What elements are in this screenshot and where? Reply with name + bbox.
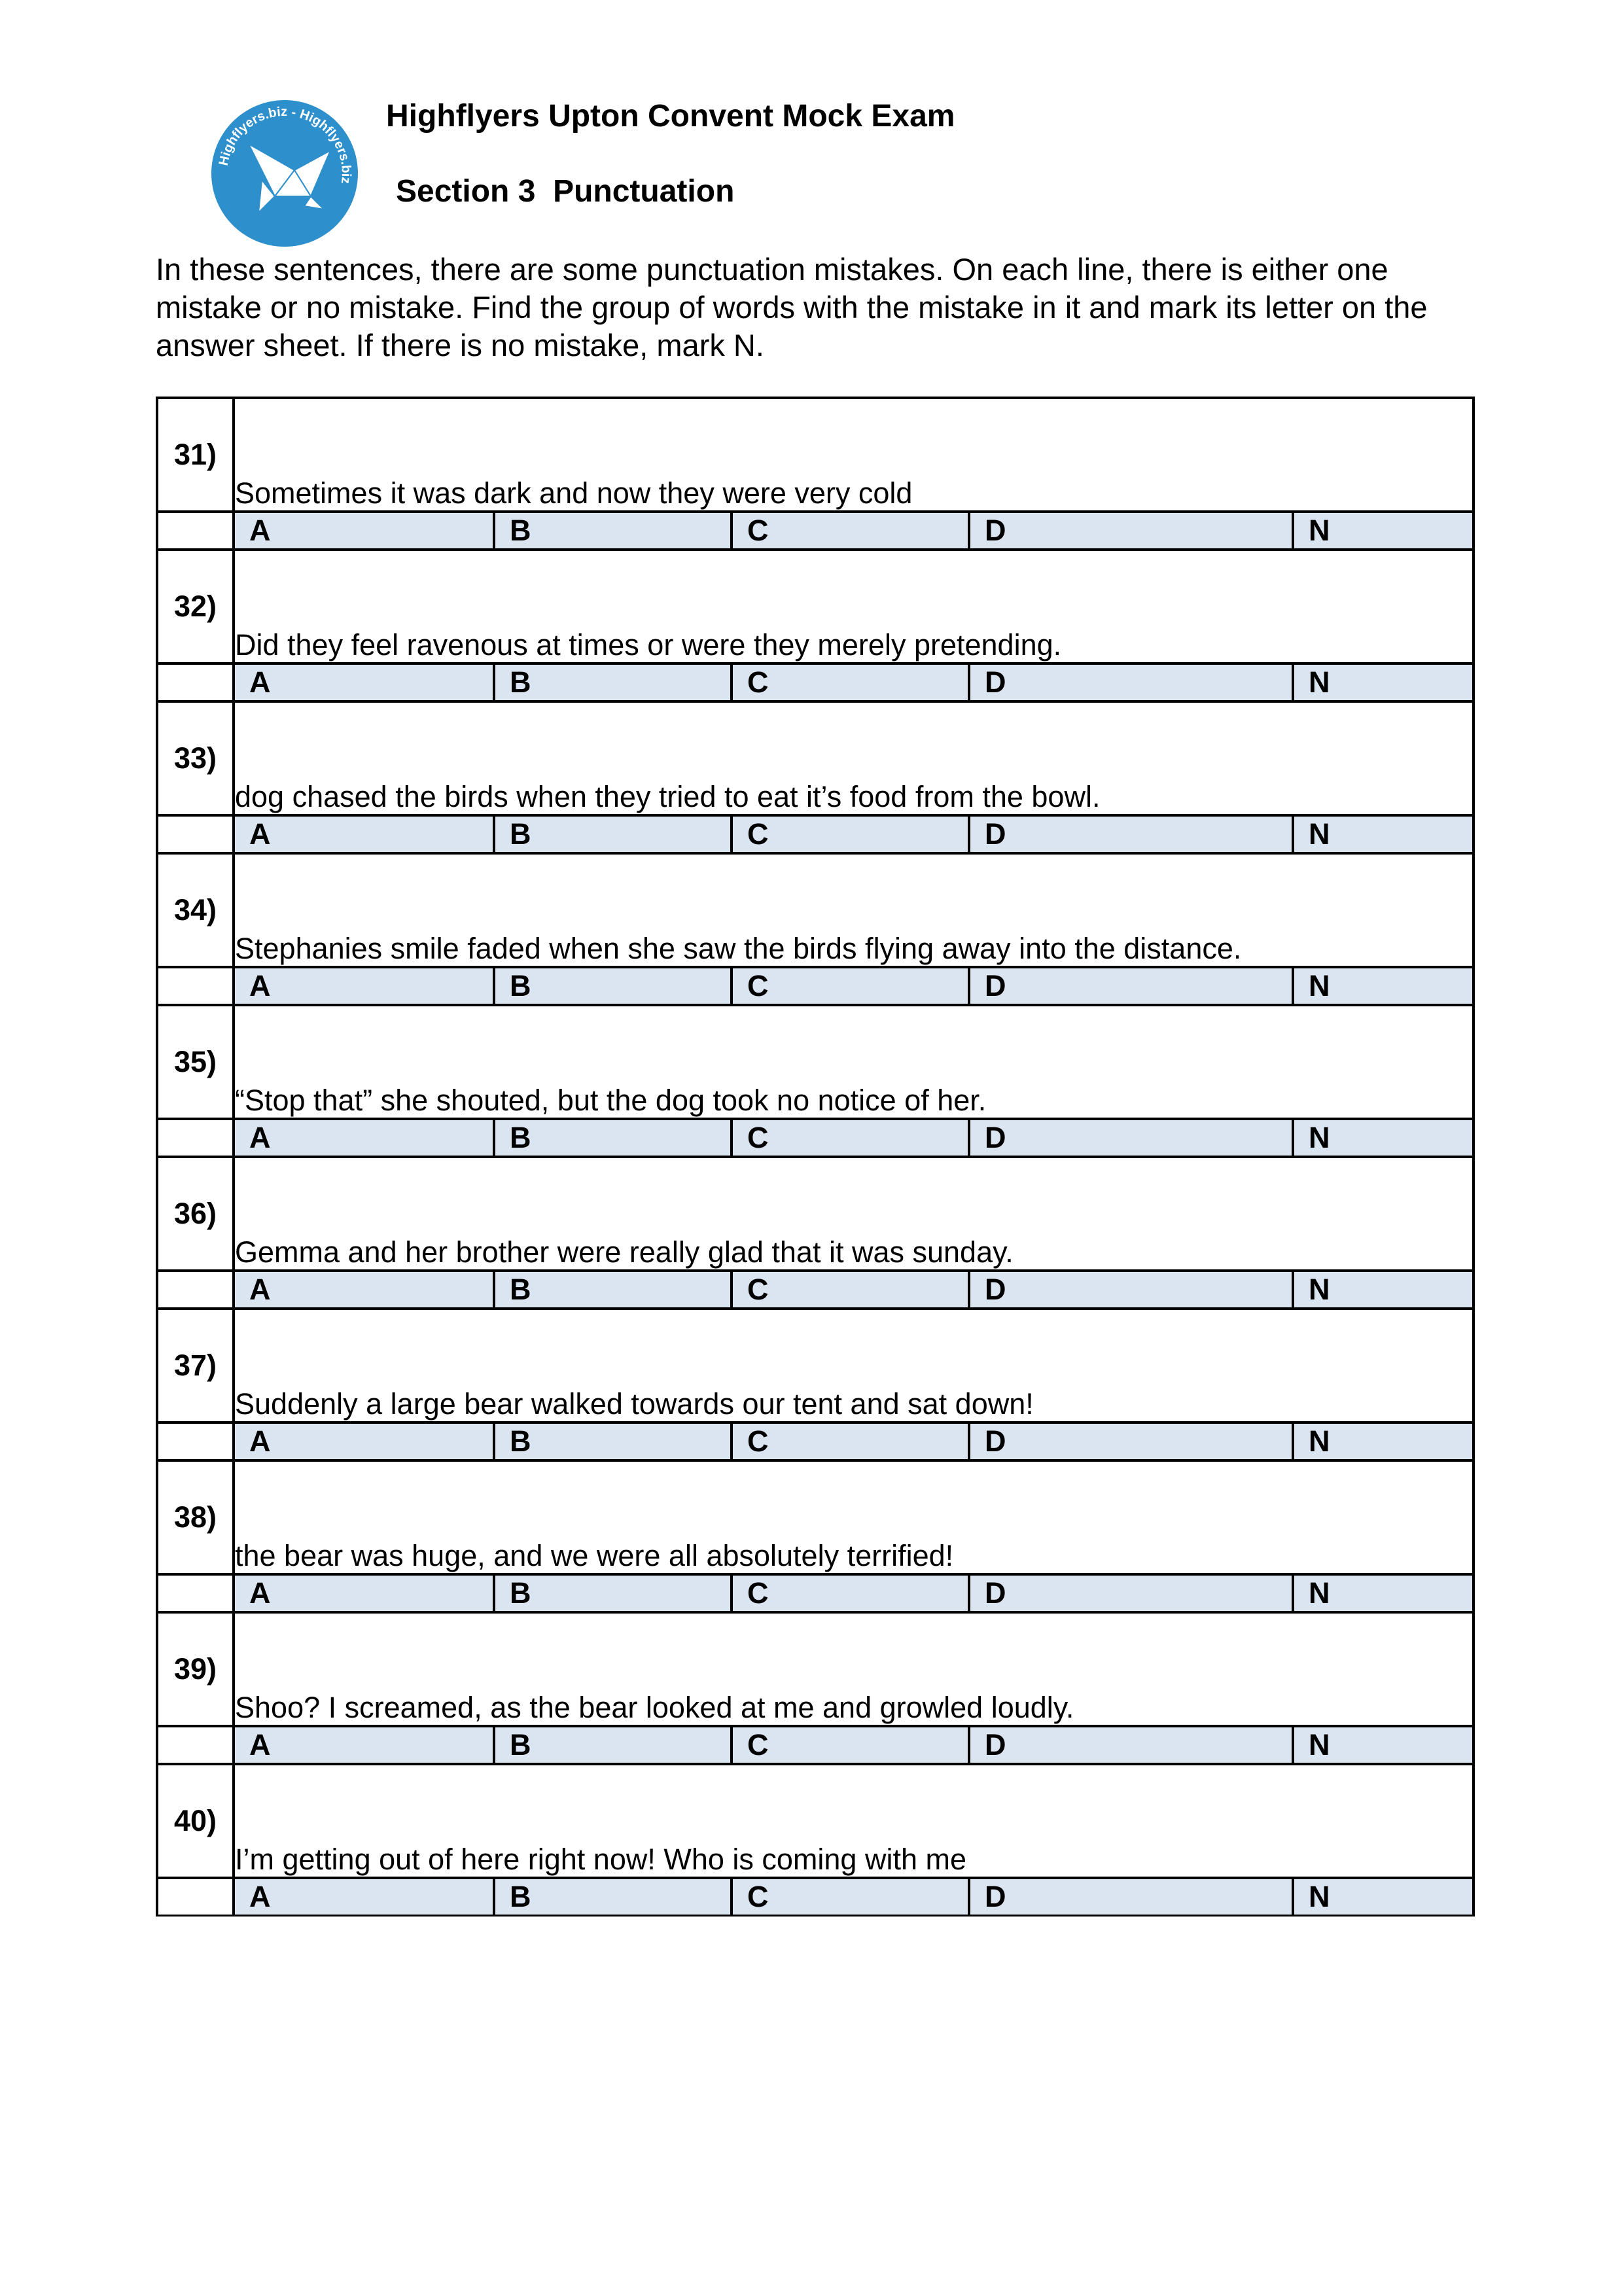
answer-option-d[interactable]: D	[969, 967, 1293, 1005]
question-sentence: “Stop that” she shouted, but the dog took no notice of her.	[234, 1005, 1474, 1119]
question-row	[157, 550, 1474, 663]
answer-option-d[interactable]: D	[969, 1271, 1293, 1309]
question-number: 31)	[157, 398, 234, 512]
answer-option-c[interactable]: C	[732, 1878, 969, 1916]
answer-row-spacer	[157, 815, 234, 853]
question-sentence: Stephanies smile faded when she saw the birds flying away into the distance.	[234, 853, 1474, 967]
question-number: 40)	[157, 1764, 234, 1878]
highflyers-logo	[196, 98, 373, 249]
question-number: 34)	[157, 853, 234, 967]
question-sentence: I’m getting out of here right now! Who is coming with me	[234, 1764, 1474, 1878]
question-row	[157, 853, 1474, 967]
answer-option-a[interactable]: A	[234, 815, 494, 853]
answer-option-a[interactable]: A	[234, 512, 494, 550]
answer-options-row	[157, 967, 1474, 1005]
answer-option-b[interactable]: B	[494, 1422, 732, 1460]
question-row	[157, 1764, 1474, 1878]
answer-option-c[interactable]: C	[732, 815, 969, 853]
answer-option-d[interactable]: D	[969, 1422, 1293, 1460]
question-number: 35)	[157, 1005, 234, 1119]
answer-option-n[interactable]: N	[1293, 1271, 1474, 1309]
answer-option-d[interactable]: D	[969, 1726, 1293, 1764]
question-number: 39)	[157, 1612, 234, 1726]
answer-row-spacer	[157, 512, 234, 550]
answer-option-n[interactable]: N	[1293, 512, 1474, 550]
question-sentence: Sometimes it was dark and now they were very cold	[234, 398, 1474, 512]
question-row	[157, 1157, 1474, 1271]
question-sentence: Suddenly a large bear walked towards our tent and sat down!	[234, 1309, 1474, 1422]
answer-option-c[interactable]: C	[732, 1422, 969, 1460]
answer-option-n[interactable]: N	[1293, 1878, 1474, 1916]
section-heading: Section 3 Punctuation	[396, 174, 735, 209]
answer-options-row	[157, 1878, 1474, 1916]
answer-option-a[interactable]: A	[234, 663, 494, 701]
answer-option-c[interactable]: C	[732, 512, 969, 550]
answer-option-n[interactable]: N	[1293, 1119, 1474, 1157]
answer-option-c[interactable]: C	[732, 663, 969, 701]
answer-row-spacer	[157, 967, 234, 1005]
question-number: 33)	[157, 701, 234, 815]
answer-option-a[interactable]: A	[234, 1726, 494, 1764]
answer-option-a[interactable]: A	[234, 1878, 494, 1916]
answer-option-d[interactable]: D	[969, 1878, 1293, 1916]
answer-option-n[interactable]: N	[1293, 663, 1474, 701]
question-sentence: dog chased the birds when they tried to eat it’s food from the bowl.	[234, 701, 1474, 815]
answer-option-c[interactable]: C	[732, 1574, 969, 1612]
answer-option-b[interactable]: B	[494, 663, 732, 701]
answer-options-row	[157, 663, 1474, 701]
answer-option-b[interactable]: B	[494, 1271, 732, 1309]
question-row	[157, 701, 1474, 815]
question-sentence: the bear was huge, and we were all absolutely terrified!	[234, 1460, 1474, 1574]
answer-options-row	[157, 1422, 1474, 1460]
answer-option-c[interactable]: C	[732, 1119, 969, 1157]
answer-options-row	[157, 1271, 1474, 1309]
answer-option-b[interactable]: B	[494, 967, 732, 1005]
answer-option-b[interactable]: B	[494, 1574, 732, 1612]
answer-option-a[interactable]: A	[234, 967, 494, 1005]
answer-option-n[interactable]: N	[1293, 967, 1474, 1005]
answer-option-n[interactable]: N	[1293, 1726, 1474, 1764]
answer-option-b[interactable]: B	[494, 1119, 732, 1157]
question-number: 38)	[157, 1460, 234, 1574]
page-title: Highflyers Upton Convent Mock Exam	[386, 99, 955, 133]
answer-option-c[interactable]: C	[732, 967, 969, 1005]
answer-option-c[interactable]: C	[732, 1271, 969, 1309]
answer-row-spacer	[157, 663, 234, 701]
question-row	[157, 1309, 1474, 1422]
answer-option-c[interactable]: C	[732, 1726, 969, 1764]
answer-option-n[interactable]: N	[1293, 1574, 1474, 1612]
answer-options-row	[157, 512, 1474, 550]
answer-option-d[interactable]: D	[969, 663, 1293, 701]
answer-option-d[interactable]: D	[969, 815, 1293, 853]
answer-row-spacer	[157, 1574, 234, 1612]
answer-option-a[interactable]: A	[234, 1574, 494, 1612]
answer-option-b[interactable]: B	[494, 1878, 732, 1916]
answer-row-spacer	[157, 1422, 234, 1460]
answer-row-spacer	[157, 1726, 234, 1764]
answer-options-row	[157, 815, 1474, 853]
question-number: 36)	[157, 1157, 234, 1271]
answer-option-n[interactable]: N	[1293, 1422, 1474, 1460]
answer-option-b[interactable]: B	[494, 1726, 732, 1764]
answer-options-row	[157, 1574, 1474, 1612]
answer-option-n[interactable]: N	[1293, 815, 1474, 853]
answer-option-d[interactable]: D	[969, 1119, 1293, 1157]
answer-option-a[interactable]: A	[234, 1422, 494, 1460]
question-row	[157, 1460, 1474, 1574]
answer-row-spacer	[157, 1878, 234, 1916]
question-sentence: Gemma and her brother were really glad that it was sunday.	[234, 1157, 1474, 1271]
instructions: In these sentences, there are some punctuation mistakes. On each line, there is either one mistake or no mistake. Find the group of words with the mistake in it and mark its letter on the answer sheet. If there is no mistake, mark N.	[156, 252, 1428, 362]
question-row	[157, 398, 1474, 512]
question-sentence: Did they feel ravenous at times or were they merely pretending.	[234, 550, 1474, 663]
answer-options-row	[157, 1726, 1474, 1764]
answer-row-spacer	[157, 1271, 234, 1309]
question-row	[157, 1005, 1474, 1119]
question-number: 32)	[157, 550, 234, 663]
questions-table	[156, 397, 1475, 1916]
answer-options-row	[157, 1119, 1474, 1157]
logo-ring-text: Highflyers.biz - Highflyers.biz	[216, 104, 354, 185]
answer-option-a[interactable]: A	[234, 1119, 494, 1157]
answer-option-d[interactable]: D	[969, 1574, 1293, 1612]
answer-option-a[interactable]: A	[234, 1271, 494, 1309]
question-number: 37)	[157, 1309, 234, 1422]
answer-option-d[interactable]: D	[969, 512, 1293, 550]
answer-row-spacer	[157, 1119, 234, 1157]
question-row	[157, 1612, 1474, 1726]
answer-option-b[interactable]: B	[494, 815, 732, 853]
question-sentence: Shoo? I screamed, as the bear looked at me and growled loudly.	[234, 1612, 1474, 1726]
answer-option-b[interactable]: B	[494, 512, 732, 550]
